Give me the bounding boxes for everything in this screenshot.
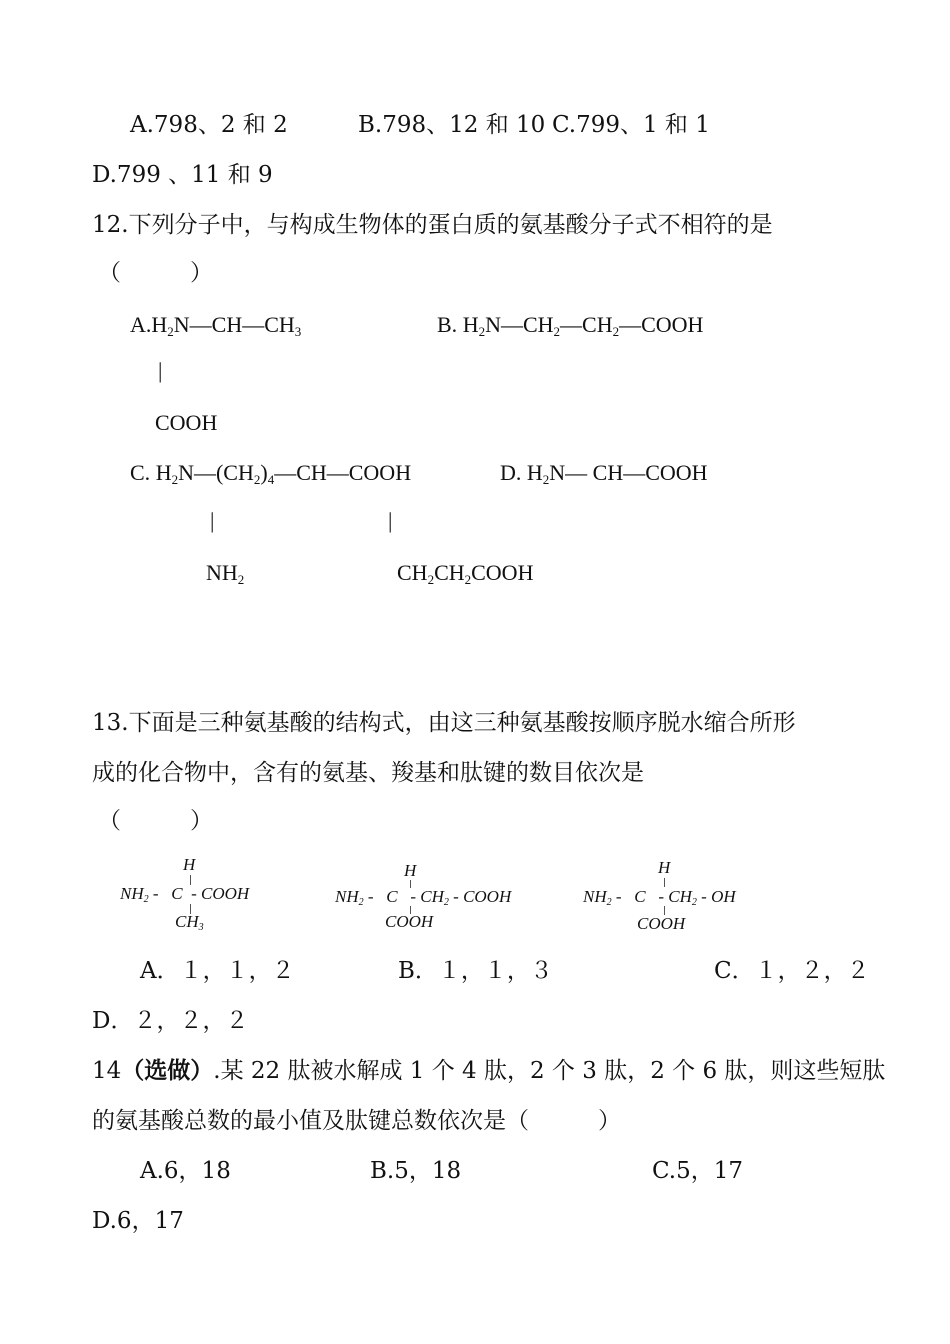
q12-option-c-bond: | (210, 508, 215, 533)
q13-option-a: A．１，１，２ (140, 958, 295, 984)
structure-1-main: $NH_2$ - C - COOH (120, 884, 250, 905)
q11-option-a: A.798、2 和 2 (130, 112, 288, 138)
q12-option-d-side: $CH_2CH_2COOH$ (397, 560, 534, 587)
q14-optional-tag: （选做） (121, 1057, 214, 1084)
structure-1-side: $CH_3$ (175, 912, 204, 933)
structure-2-side: COOH (385, 912, 434, 931)
q13-option-b: B．１，１，３ (398, 958, 553, 984)
q12-option-c-side: $NH_2$ (206, 560, 245, 587)
q13-option-c: C．１，２，２ (714, 958, 870, 984)
q11-option-c: C.799、1 和 1 (552, 112, 710, 138)
q12-option-a-side: COOH (155, 410, 218, 435)
structure-3-h: H (658, 858, 671, 877)
structure-1-h: H (183, 855, 196, 874)
structure-3-main: $NH_2$ - C - $CH_2$ - OH (583, 887, 736, 908)
q11-option-d: D.799 、11 和 9 (92, 162, 273, 188)
q14-option-a: A.6，18 (140, 1158, 231, 1184)
q14-stem-line2: 的氨基酸总数的最小值及肽键总数依次是（ ） (92, 1108, 621, 1134)
q11-option-b: B.798、12 和 10 (358, 112, 546, 138)
q13-stem-line2: 成的化合物中，含有的氨基、羧基和肽键的数目依次是 (92, 760, 644, 786)
q14-option-d: D.6，17 (92, 1208, 184, 1234)
q14-option-b: B.5，18 (370, 1158, 462, 1184)
q12-paren: （ ） (98, 260, 213, 286)
q14-stem-line1: 14（选做）.某 22 肽被水解成 1 个 4 肽，2 个 3 肽，2 个 6 肽，则这些短肽 (92, 1057, 886, 1084)
q14-option-c: C.5，17 (652, 1158, 743, 1184)
q12-option-d-bond: | (388, 508, 393, 533)
structure-2-main: $NH_2$ - C - $CH_2$ - COOH (335, 887, 512, 908)
structure-3-side: COOH (637, 914, 686, 933)
structure-3-bond-top (664, 878, 665, 887)
structure-2-h: H (404, 861, 417, 880)
q13-option-d: D．２，２，２ (92, 1008, 249, 1034)
q12-option-d-formula: D. $H_2N—$ CH—COOH (500, 460, 708, 487)
q12-option-b-formula: B. $H_2N—CH_2—CH_2—COOH$ (437, 312, 704, 339)
q13-paren: （ ） (98, 808, 213, 834)
q12-option-a-bond: | (158, 358, 163, 383)
q12-stem: 12.下列分子中，与构成生物体的蛋白质的氨基酸分子式不相符的是 (92, 212, 773, 238)
q12-option-a-formula: $A.H_2N—CH—CH_3$ (130, 312, 302, 339)
q12-option-c-formula: C. $H_2N—(CH_2)_4—CH—COOH$ (130, 460, 412, 487)
q13-stem-line1: 13.下面是三种氨基酸的结构式，由这三种氨基酸按顺序脱水缩合所形 (92, 710, 796, 736)
